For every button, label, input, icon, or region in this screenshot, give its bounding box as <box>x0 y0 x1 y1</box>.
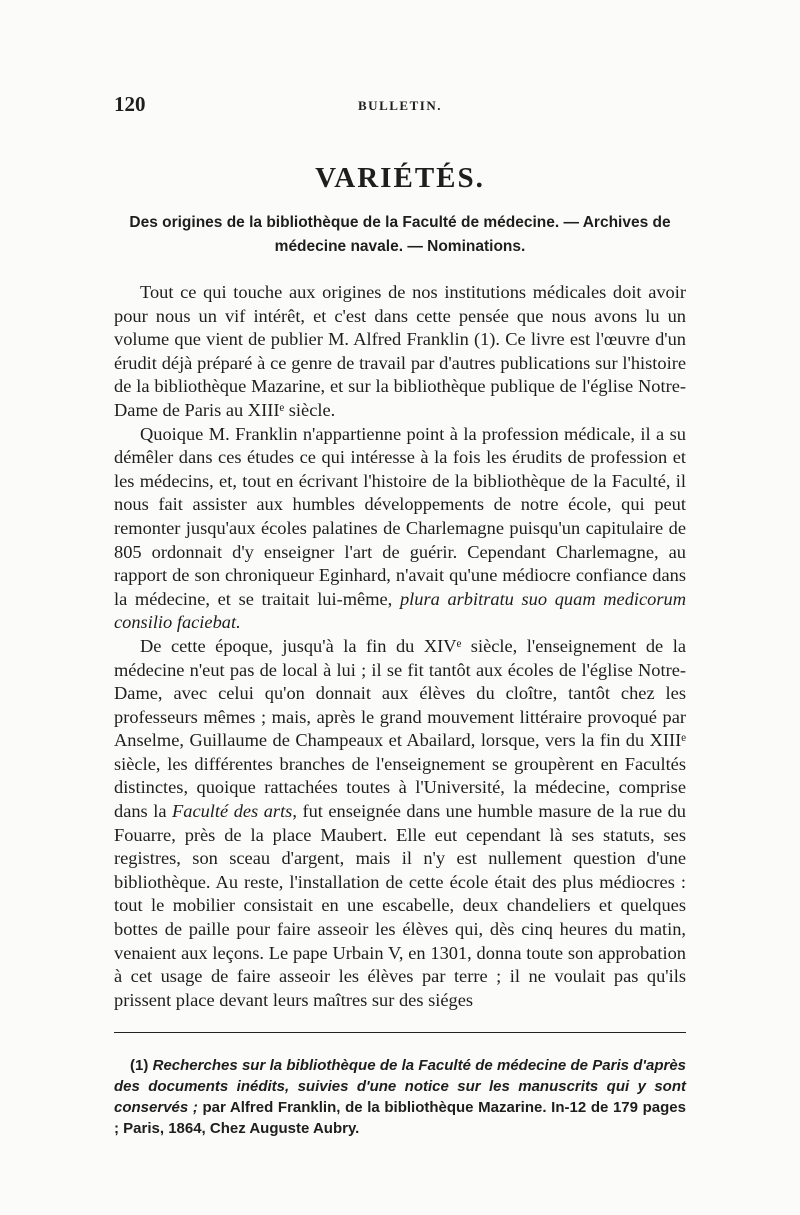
section-title: VARIÉTÉS. <box>315 162 485 194</box>
footnote-rule <box>114 1032 686 1033</box>
page-number: 120 <box>114 92 146 116</box>
paragraph-3-text-a: De cette époque, jusqu'à la fin du XIVᵉ siècle, l'enseignement de la médecine n'eut pas de local à lui ; il se fit tantôt aux écoles de l'église Notre-Dame, avec celui qu'on donnait aux élèves du cloître, tantôt chez les professeurs mêmes ; mais, après le grand mouvement littéraire provoqué par Anselme, Guillaume de Champeaux et Abailard, lorsque, vers la fin du XIIIᵉ siècle, les différentes branches de l'enseignement se groupèrent en Facultés distinctes, quoique rattachées toutes à l'Université, la médecine, comprise dans la <box>114 635 686 822</box>
paragraph-2 <box>114 423 686 635</box>
latin-quote: plura arbitratu suo quam medicorum consilio faciebat. <box>114 588 686 633</box>
paragraph-3-text-b: , fut enseignée dans une humble masure de la rue du Fouarre, près de la place Maubert. Elle eut cependant là ses statuts, ses registres, son sceau d'argent, mais il n'y est nullement question d'une bibliothèque. Au reste, l'installation de cette école était des plus médiocres : tout le mobilier consistait en une escabelle, deux chandeliers et quelques bottes de paille pour faire asseoir les élèves qui, dès cinq heures du matin, venaient aux leçons. Le pape Urbain V, en 1301, donna toute son approbation à cet usage de faire asseoir les élèves par terre ; il ne voulait pas qu'ils prissent place devant leurs maîtres sur des siéges <box>114 801 687 1010</box>
paragraph-2-text: Quoique M. Franklin n'appartienne point à la profession médicale, il a su démêler dans ces études ce qui intéresse à la fois les érudits de profession et les médecins, et, tout en écrivant l'histoire de la bibliothèque de la Faculté, il nous fait assister aux humbles développements de notre école, qui peut remonter jusqu'aux écoles palatines de Charlemagne puisqu'un capitulaire de 805 ordonnait d'y enseigner l'art de guérir. Cependant Charlemagne, au rapport de son chroniqueur Eginhard, n'avait qu'une médiocre confiance dans la médecine, et se traitait lui-même, <box>114 423 686 609</box>
section-subtitle: Des origines de la bibliothèque de la Faculté de médecine. — Archives de médecine navale. — Nominations. <box>129 214 671 255</box>
footnote <box>114 1055 686 1139</box>
running-head <box>114 92 686 122</box>
paragraph-3 <box>114 635 686 1013</box>
paragraph-1: Tout ce qui touche aux origines de nos institutions médicales doit avoir pour nous un vif intérêt, et c'est dans cette pensée que nous avons lu un volume que vient de publier M. Alfred Franklin (1). Ce livre est l'œuvre d'un érudit déjà préparé à ce genre de travail par d'autres publications sur l'histoire de la bibliothèque Mazarine, et sur la bibliothèque publique de l'église Notre-Dame de Paris au XIIIᵉ siècle. <box>114 282 686 420</box>
footnote-title: Recherches sur la bibliothèque de la Faculté de médecine de Paris d'après des documents inédits, suivies d'une notice sur les manuscrits qui y sont conservés ; <box>114 1057 687 1117</box>
document-page <box>114 92 686 1139</box>
faculte-des-arts: Faculté des arts <box>172 801 293 822</box>
article-body <box>114 281 686 1012</box>
footnote-marker: (1) <box>130 1057 153 1075</box>
running-title: BULLETIN. <box>358 98 442 113</box>
footnote-rest: par Alfred Franklin, de la bibliothèque Mazarine. In-12 de 179 pages ; Paris, 1864, Chez Auguste Aubry. <box>114 1099 686 1138</box>
